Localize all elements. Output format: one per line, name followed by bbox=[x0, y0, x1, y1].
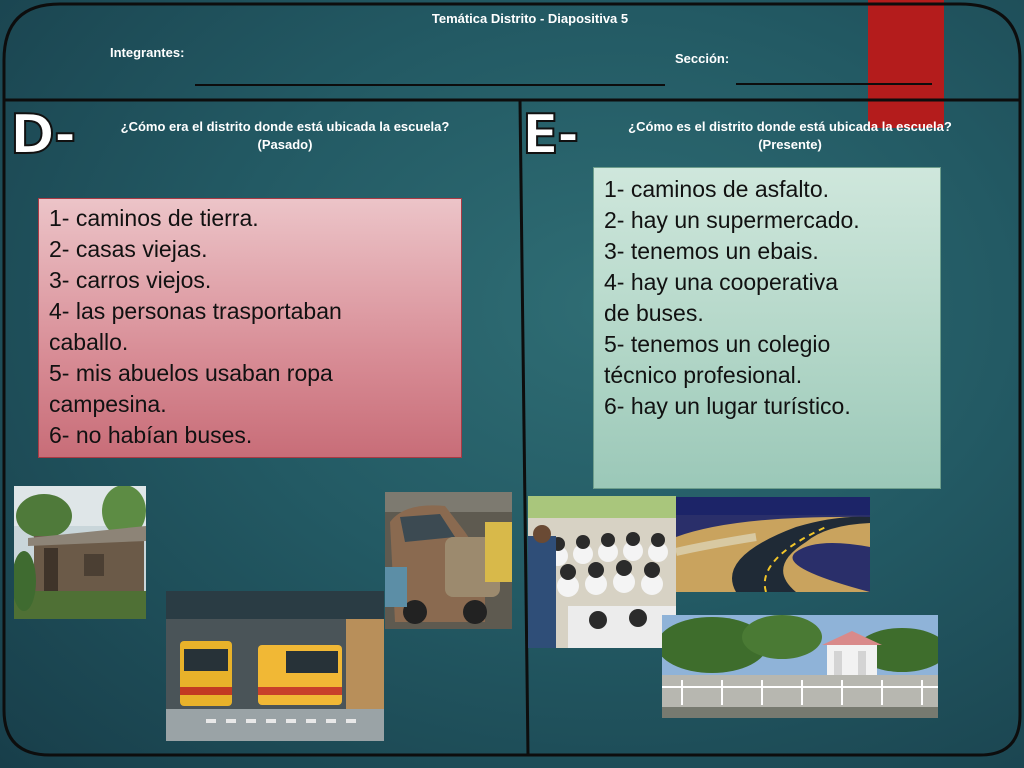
present-line: 3- tenemos un ebais. bbox=[604, 238, 819, 264]
past-question bbox=[75, 118, 495, 153]
section-letter-e: E- bbox=[522, 103, 578, 166]
seccion-label: Sección: bbox=[675, 51, 730, 66]
present-question bbox=[585, 118, 995, 153]
present-line: 4- hay una cooperativa bbox=[604, 269, 838, 295]
past-list-box bbox=[38, 198, 462, 458]
present-line: 2- hay un supermercado. bbox=[604, 207, 860, 233]
past-line: 5- mis abuelos usaban ropa bbox=[49, 360, 333, 386]
present-question-tag: (Presente) bbox=[758, 136, 822, 152]
photo-old-cars bbox=[385, 492, 512, 629]
past-line: 4- las personas trasportaban bbox=[49, 298, 342, 324]
photo-old-house bbox=[14, 486, 146, 619]
past-line: 6- no habían buses. bbox=[49, 422, 253, 448]
photo-asphalt-road bbox=[676, 497, 870, 592]
present-question-text: ¿Cómo es el distrito donde está ubicada la escuela? bbox=[628, 119, 952, 134]
past-question-tag: (Pasado) bbox=[257, 136, 313, 152]
photo-park-kiosk bbox=[662, 615, 938, 718]
past-line: caballo. bbox=[49, 329, 129, 355]
present-line: 6- hay un lugar turístico. bbox=[604, 393, 851, 419]
present-line: 5- tenemos un colegio bbox=[604, 331, 831, 357]
past-line: campesina. bbox=[49, 391, 167, 417]
present-line: de buses. bbox=[604, 300, 704, 326]
photo-bus-terminal bbox=[166, 591, 384, 741]
present-line: técnico profesional. bbox=[604, 362, 803, 388]
past-line: 1- caminos de tierra. bbox=[49, 205, 259, 231]
present-line: 1- caminos de asfalto. bbox=[604, 176, 830, 202]
section-letter-d: D- bbox=[10, 103, 75, 166]
present-list-box bbox=[593, 167, 941, 489]
integrantes-label: Integrantes: bbox=[110, 45, 185, 60]
photo-students bbox=[528, 496, 676, 648]
past-line: 3- carros viejos. bbox=[49, 267, 212, 293]
past-question-text: ¿Cómo era el distrito donde está ubicada la escuela? bbox=[120, 119, 450, 134]
slide-title: Temática Distrito - Diapositiva 5 bbox=[431, 11, 629, 26]
past-line: 2- casas viejas. bbox=[49, 236, 208, 262]
